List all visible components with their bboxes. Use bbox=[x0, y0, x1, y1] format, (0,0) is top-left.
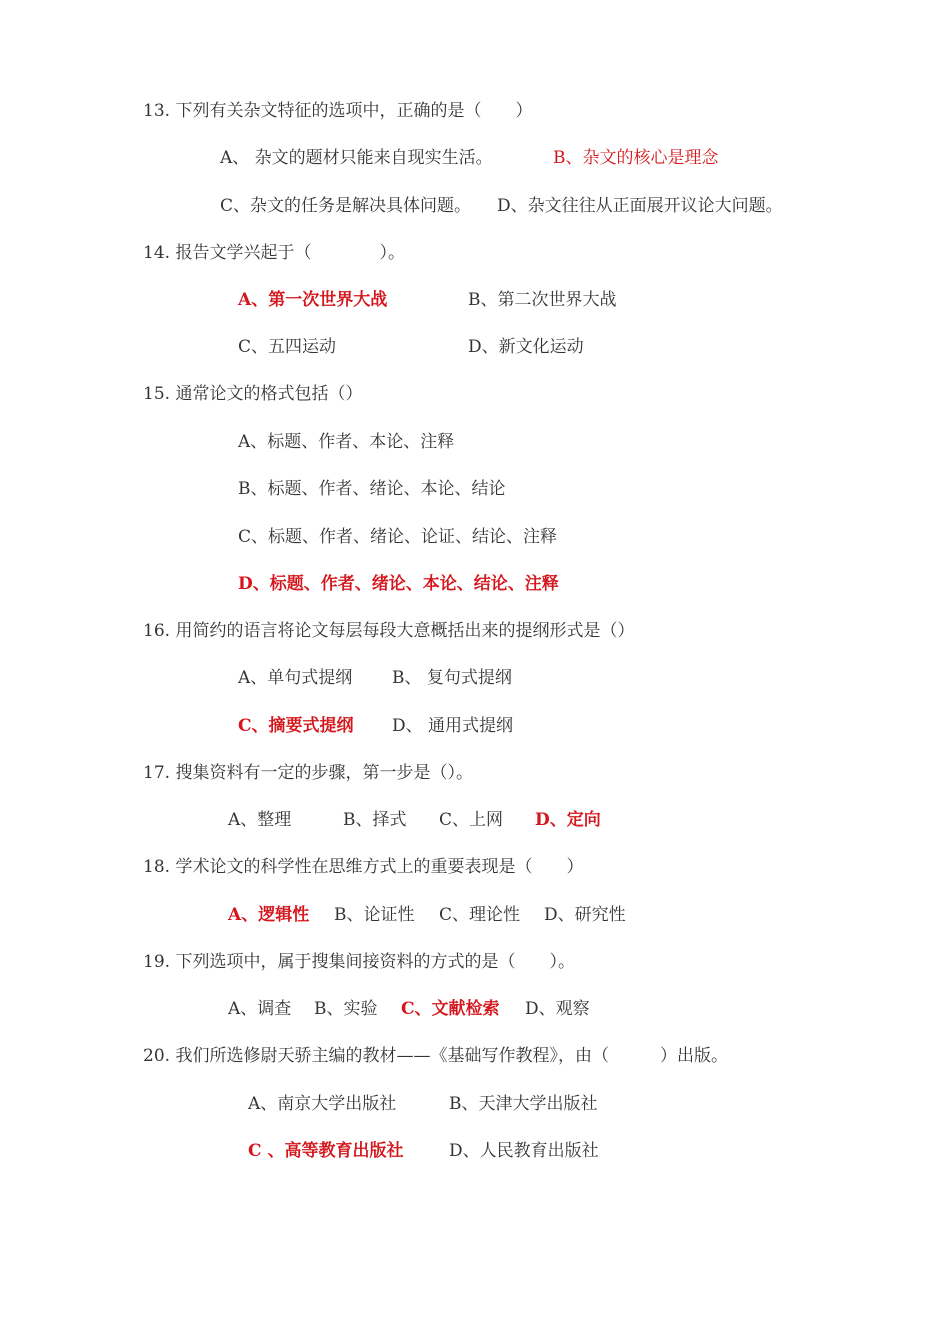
question-20-option-b: B、天津大学出版社 bbox=[449, 1094, 598, 1114]
question-18-option-a-answer: A、逻辑性 bbox=[228, 905, 310, 925]
question-13-option-b-answer: B、杂文的核心是理念 bbox=[553, 148, 719, 168]
question-16-option-c-answer: C、摘要式提纲 bbox=[238, 716, 354, 736]
question-19-stem: 19. 下列选项中，属于搜集间接资料的方式的是（ ）。 bbox=[143, 952, 575, 972]
question-20-option-c-answer: C 、高等教育出版社 bbox=[248, 1141, 404, 1161]
question-18-option-b: B、论证性 bbox=[334, 905, 415, 925]
question-15-option-d-answer: D、标题、作者、绪论、本论、结论、注释 bbox=[238, 574, 559, 594]
question-17-option-c: C、上网 bbox=[439, 810, 504, 830]
question-13-option-d: D、杂文往往从正面展开议论大问题。 bbox=[497, 196, 783, 216]
question-16-option-a: A、单句式提纲 bbox=[238, 668, 353, 688]
question-14-option-d: D、新文化运动 bbox=[468, 337, 584, 357]
question-14-option-b: B、第二次世界大战 bbox=[468, 290, 617, 310]
question-15-option-c: C、标题、作者、绪论、论证、结论、注释 bbox=[238, 527, 558, 547]
question-13-option-a: A、 杂文的题材只能来自现实生活。 bbox=[220, 148, 493, 168]
question-19-option-a: A、调查 bbox=[228, 999, 292, 1019]
question-17-option-d-answer: D、定向 bbox=[535, 810, 601, 830]
question-17-stem: 17. 搜集资料有一定的步骤，第一步是（）。 bbox=[143, 763, 473, 783]
question-18-stem: 18. 学术论文的科学性在思维方式上的重要表现是（ ） bbox=[143, 857, 584, 877]
question-14-option-a-answer: A、第一次世界大战 bbox=[238, 290, 388, 310]
question-14-stem: 14. 报告文学兴起于（ ）。 bbox=[143, 243, 405, 263]
question-15-option-b: B、标题、作者、绪论、本论、结论 bbox=[238, 479, 506, 499]
question-19-option-d: D、观察 bbox=[525, 999, 590, 1019]
question-15-stem: 15. 通常论文的格式包括（） bbox=[143, 384, 363, 404]
question-16-stem: 16. 用简约的语言将论文每层每段大意概括出来的提纲形式是（） bbox=[143, 621, 635, 641]
question-20-option-a: A、南京大学出版社 bbox=[248, 1094, 397, 1114]
question-15-option-a: A、标题、作者、本论、注释 bbox=[238, 432, 455, 452]
question-20-stem: 20. 我们所选修尉天骄主编的教材——《基础写作教程》，由（ ）出版。 bbox=[143, 1046, 728, 1066]
question-19-option-b: B、实验 bbox=[314, 999, 378, 1019]
question-19-option-c-answer: C、文献检索 bbox=[401, 999, 500, 1019]
question-13-stem: 13. 下列有关杂文特征的选项中，正确的是（ ） bbox=[143, 101, 533, 121]
question-20-option-d: D、人民教育出版社 bbox=[449, 1141, 599, 1161]
question-14-option-c: C、五四运动 bbox=[238, 337, 337, 357]
question-17-option-b: B、择式 bbox=[343, 810, 407, 830]
question-18-option-c: C、理论性 bbox=[439, 905, 521, 925]
question-17-option-a: A、整理 bbox=[228, 810, 292, 830]
question-16-option-b: B、 复句式提纲 bbox=[392, 668, 512, 688]
question-13-option-c: C、杂文的任务是解决具体问题。 bbox=[220, 196, 472, 216]
question-18-option-d: D、研究性 bbox=[544, 905, 626, 925]
question-16-option-d: D、 通用式提纲 bbox=[392, 716, 514, 736]
